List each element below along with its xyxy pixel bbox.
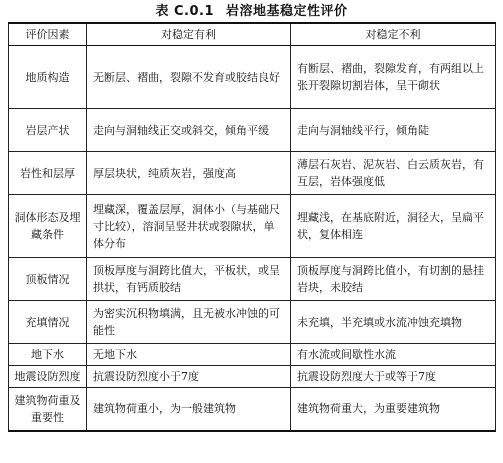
factor-cell: 岩性和层厚 — [9, 152, 87, 195]
factor-cell: 地质构造 — [9, 46, 87, 109]
unfavorable-cell: 薄层石灰岩、泥灰岩、白云质灰岩，有互层，岩体强度低 — [291, 152, 496, 195]
factor-cell: 地震设防烈度 — [9, 366, 87, 388]
favorable-cell: 顶板厚度与洞跨比值大，平板状，或呈拱状，有钙质胶结 — [87, 258, 291, 301]
favorable-cell: 无地下水 — [87, 344, 291, 366]
factor-cell: 顶板情况 — [9, 258, 87, 301]
table-caption — [8, 2, 495, 22]
unfavorable-cell: 有断层、褶曲，裂隙发育，有两组以上张开裂隙切割岩体，呈干砌状 — [291, 46, 496, 109]
header-favorable: 对稳定有利 — [87, 23, 291, 46]
factor-cell: 岩层产状 — [9, 109, 87, 152]
favorable-cell: 厚层块状，纯质灰岩，强度高 — [87, 152, 291, 195]
table-row — [9, 109, 496, 152]
factor-cell: 洞体形态及埋藏条件 — [9, 195, 87, 258]
table-header-row — [9, 23, 496, 46]
table-row — [9, 366, 496, 388]
unfavorable-cell: 建筑物荷重大，为重要建筑物 — [291, 388, 496, 431]
header-factor: 评价因素 — [9, 23, 87, 46]
unfavorable-cell: 埋藏浅，在基底附近，洞径大，呈扁平状，复体相连 — [291, 195, 496, 258]
factor-cell: 建筑物荷重及重要性 — [9, 388, 87, 431]
unfavorable-cell: 抗震设防烈度大于或等于7度 — [291, 366, 496, 388]
table-row — [9, 152, 496, 195]
factor-cell: 充填情况 — [9, 301, 87, 344]
unfavorable-cell: 顶板厚度与洞跨比值小，有切割的悬挂岩块，未胶结 — [291, 258, 496, 301]
unfavorable-cell: 未充填，半充填或水流冲蚀充填物 — [291, 301, 496, 344]
favorable-cell: 埋藏深，覆盖层厚，洞体小（与基础尺寸比较），溶洞呈竖井状或裂隙状，单体分布 — [87, 195, 291, 258]
table-row — [9, 195, 496, 258]
unfavorable-cell: 有水流或间歇性水流 — [291, 344, 496, 366]
table-row — [9, 344, 496, 366]
favorable-cell: 抗震设防烈度小于7度 — [87, 366, 291, 388]
header-unfavorable: 对稳定不利 — [291, 23, 496, 46]
table-row — [9, 301, 496, 344]
unfavorable-cell: 走向与洞轴线平行，倾角陡 — [291, 109, 496, 152]
table-row — [9, 388, 496, 431]
table-row — [9, 46, 496, 109]
favorable-cell: 为密实沉积物填满，且无被水冲蚀的可能性 — [87, 301, 291, 344]
table-title: 岩溶地基稳定性评价 — [226, 4, 348, 19]
favorable-cell: 无断层、褶曲，裂隙不发育或胶结良好 — [87, 46, 291, 109]
favorable-cell: 走向与洞轴线正交或斜交，倾角平缓 — [87, 109, 291, 152]
karst-stability-table — [8, 22, 496, 432]
factor-cell: 地下水 — [9, 344, 87, 366]
table-row — [9, 258, 496, 301]
table-number: 表 C.0.1 — [155, 4, 215, 19]
favorable-cell: 建筑物荷重小，为一般建筑物 — [87, 388, 291, 431]
